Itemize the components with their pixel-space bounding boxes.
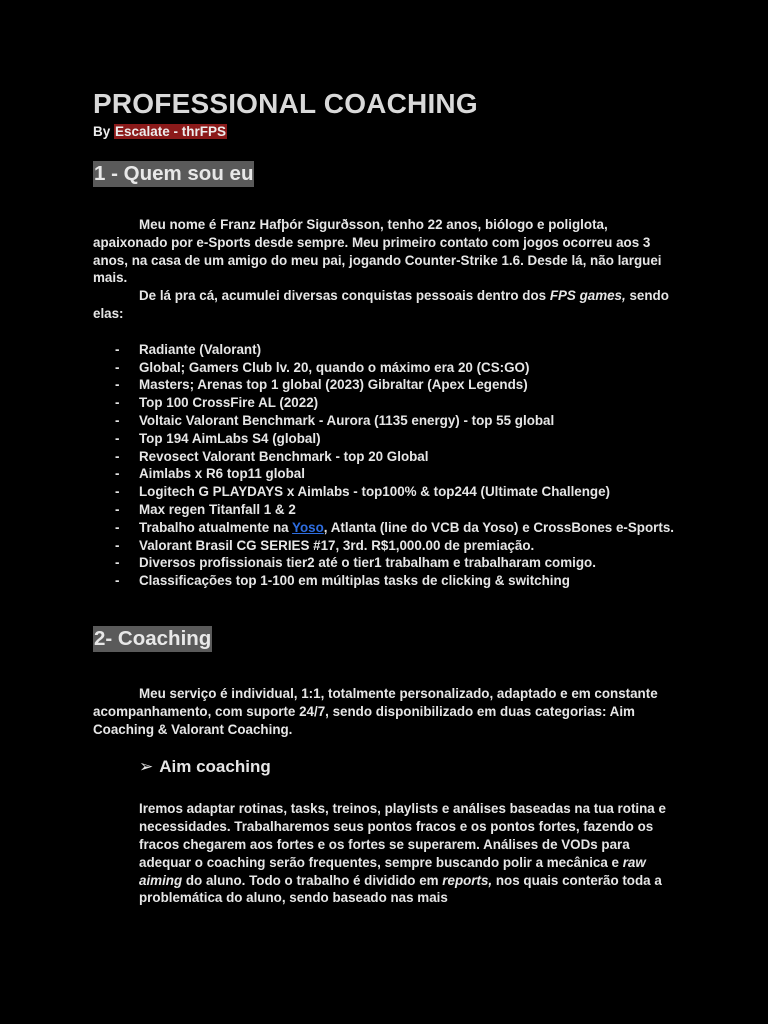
- achievements-intro-tail: sendo elas:: [93, 288, 669, 321]
- fps-games-emphasis: FPS games,: [549, 288, 626, 304]
- coaching-paragraph: Meu serviço é individual, 1:1, totalmente personalizado, adaptado e em constante acompanhamento, com suporte 24/7, sendo disponibilizado em duas categorias: Aim Coaching & Valorant Coaching.: [93, 685, 658, 737]
- list-item: - Masters; Arenas top 1 global (2023) Gibraltar (Apex Legends): [115, 377, 528, 393]
- list-item: - Aimlabs x R6 top11 global: [115, 466, 305, 482]
- list-item: - Classificações top 1-100 em múltiplas tasks de clicking & switching: [115, 573, 570, 589]
- aim-coaching-paragraph: Iremos adaptar rotinas, tasks, treinos, playlists e análises baseadas na tua rotina e necessidades. Trabalharemos seus pontos fracos e os pontos fortes, fazendo os fracos chegarem aos fortes e os fortes se superarem. Análises de VODs para adequar o coaching serão frequentes, sempre buscando polir a mecânica e raw aiming do aluno. Todo o trabalho é dividido em reports, nos quais conterão toda a problemática do aluno, sendo baseado nas mais: [139, 801, 666, 906]
- author-name: Escalate - thrFPS: [115, 124, 227, 139]
- byline: [93, 123, 683, 141]
- byline-prefix: By: [93, 124, 115, 139]
- list-item: - Top 194 AimLabs S4 (global): [115, 430, 321, 446]
- yoso-link[interactable]: Yoso: [292, 519, 324, 535]
- page-title: PROFESSIONAL COACHING: [93, 88, 478, 119]
- achievements-intro-text: De lá pra cá, acumulei diversas conquistas pessoais dentro dos: [139, 288, 550, 304]
- aim-coaching-subheading: [139, 755, 683, 779]
- list-item: - Max regen Titanfall 1 & 2: [115, 501, 296, 517]
- aim-coaching-label: Aim coaching: [159, 757, 271, 777]
- list-item: - Voltaic Valorant Benchmark - Aurora (1135 energy) - top 55 global: [115, 412, 555, 428]
- raw-aiming-emphasis: raw aiming: [139, 854, 646, 888]
- list-item: - Diversos profissionais tier2 até o tier1 trabalham e trabalharam comigo.: [115, 555, 596, 571]
- list-item: - Revosect Valorant Benchmark - top 20 Global: [115, 448, 429, 464]
- intro-paragraph: Meu nome é Franz Hafþór Sigurðsson, tenho 22 anos, biólogo e poliglota, apaixonado por e-Sports desde sempre. Meu primeiro contato com jogos ocorreu aos 3 anos, na casa de um amigo do meu pai, jogando Counter-Strike 1.6. Desde lá, não larguei mais.: [93, 217, 662, 286]
- section-heading-quem-sou-eu: 1 - Quem sou eu: [94, 162, 254, 185]
- list-item: - Radiante (Valorant): [115, 341, 262, 357]
- document-page: [93, 86, 683, 907]
- list-item: - Logitech G PLAYDAYS x Aimlabs - top100% & top244 (Ultimate Challenge): [115, 484, 611, 500]
- list-item: - Top 100 CrossFire AL (2022): [115, 395, 319, 411]
- list-item-work: - Trabalho atualmente na Yoso, Atlanta (line do VCB da Yoso) e CrossBones e-Sports.: [115, 519, 674, 535]
- reports-emphasis: reports,: [442, 872, 493, 888]
- list-item: - Global; Gamers Club lv. 20, quando o máximo era 20 (CS:GO): [115, 359, 530, 375]
- arrow-bullet-icon: ➢: [139, 757, 154, 778]
- section-heading-coaching: 2- Coaching: [94, 626, 212, 650]
- achievements-intro: [93, 287, 683, 323]
- list-item: - Valorant Brasil CG SERIES #17, 3rd. R$1,000.00 de premiação.: [115, 537, 535, 553]
- achievements-list: [93, 341, 683, 590]
